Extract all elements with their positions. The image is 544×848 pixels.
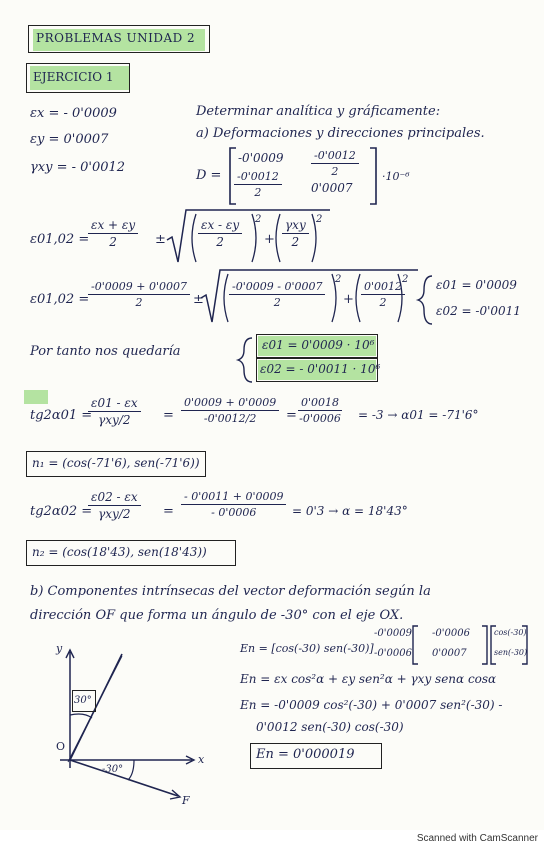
formula-frac2-den: 2 — [216, 235, 224, 249]
diagram-f-label: F — [182, 794, 190, 807]
tg1-frac2-den: -0'0012/2 — [203, 412, 257, 425]
conclusion-e2: ε02 = - 0'0011 · 10⁶ — [260, 362, 381, 376]
subst-frac1-num: -0'0009 + 0'0007 — [88, 280, 190, 295]
tg1-frac1-num: ε01 - εx — [88, 396, 141, 412]
tg1-eq: = — [163, 408, 174, 423]
part-b-line2: dirección OF que forma un ángulo de -30° con el eje OX. — [30, 608, 404, 623]
en2: En = εx cos²α + εy sen²α + γxy senα cosα — [240, 672, 497, 686]
en1-col2: sen(-30) — [494, 648, 528, 657]
formula-sq1: 2 — [255, 214, 262, 225]
tg1-frac3-den: -0'0006 — [299, 412, 341, 425]
en1-m21: -0'0006 — [374, 648, 412, 659]
subst-pm: ± — [193, 292, 204, 307]
tg2-result: = 0'3 → α = 18'43° — [292, 504, 408, 518]
matrix-a12-den: 2 — [331, 165, 339, 178]
tg1-frac3-num: 0'0018 — [298, 396, 342, 411]
of-line — [70, 760, 178, 796]
subst-frac3-den: 2 — [379, 296, 387, 309]
tg2-frac1-den: γxy/2 — [98, 507, 131, 521]
en4: 0'0012 sen(-30) cos(-30) — [256, 720, 404, 734]
en1-prefix: En = [cos(-30) sen(-30)] — [240, 642, 374, 655]
diagram-angle-30: 30° — [74, 695, 92, 706]
en1-m12: -0'0006 — [432, 628, 470, 639]
formula-frac3-num: γxy — [282, 218, 309, 234]
diagram-origin-label: O — [56, 740, 66, 753]
subst-plus: + — [343, 292, 354, 307]
given-ey: εy = 0'0007 — [30, 132, 109, 147]
exercise-title: EJERCICIO 1 — [33, 70, 114, 84]
en1-m22: 0'0007 — [432, 648, 467, 659]
formula-frac3-den: 2 — [291, 235, 300, 249]
formula-frac2-num: εx - εy — [198, 218, 242, 234]
tg2-lhs: tg2α02 = — [30, 504, 93, 519]
matrix-factor: ·10⁻⁶ — [382, 170, 410, 183]
given-gxy: γxy = - 0'0012 — [30, 160, 126, 175]
vector1: n₁ = (cos(-71'6), sen(-71'6)) — [32, 456, 200, 470]
matrix-prefix: D = — [196, 168, 222, 183]
matrix-a21-num: -0'0012 — [234, 170, 282, 185]
scanner-watermark: Scanned with CamScanner — [416, 833, 538, 844]
subst-sq1: 2 — [335, 274, 342, 285]
page-title: PROBLEMAS UNIDAD 2 — [36, 31, 196, 45]
diagram-x-label: x — [198, 753, 205, 766]
diagram-y-label: y — [56, 642, 63, 655]
en1-m11: -0'0009 — [374, 628, 412, 639]
task-a: a) Deformaciones y direcciones principales. — [196, 126, 485, 141]
tg2-eq: = — [163, 504, 174, 519]
tg1-lhs: tg2α01 = — [30, 408, 93, 423]
angle-arc-neg30 — [128, 760, 134, 780]
subst-frac3-num: 0'0012 — [361, 280, 405, 295]
vector2: n₂ = (cos(18'43), sen(18'43)) — [32, 545, 207, 559]
subst-sq2: 2 — [402, 274, 409, 285]
matrix-a21-den: 2 — [254, 186, 262, 199]
subst-frac1-den: 2 — [135, 296, 143, 309]
formula-pm: ± — [155, 232, 166, 247]
tg2-frac1-num: ε02 - εx — [88, 490, 141, 506]
tg1-eq2: = — [286, 408, 297, 423]
part-b-line1: b) Componentes intrínsecas del vector deformación según la — [30, 584, 431, 599]
scanner-footer — [0, 830, 544, 848]
tg1-frac1-den: γxy/2 — [98, 413, 131, 427]
formula-plus: + — [264, 232, 275, 247]
tg2-frac2-num: - 0'0011 + 0'0009 — [181, 490, 286, 505]
subst-frac2-num: -0'0009 - 0'0007 — [229, 280, 325, 295]
subst-frac2-den: 2 — [273, 296, 281, 309]
tg1-frac2-num: 0'0009 + 0'0009 — [181, 396, 279, 411]
matrix-a11: -0'0009 — [238, 151, 284, 165]
conclusion-e1: ε01 = 0'0009 · 10⁶ — [262, 338, 375, 352]
en-result: En = 0'000019 — [256, 747, 355, 762]
diagram-angle-neg30: -30° — [102, 764, 124, 775]
subst-res2: ε02 = -0'0011 — [436, 304, 521, 318]
en3: En = -0'0009 cos²(-30) + 0'0007 sen²(-30) - — [240, 698, 503, 712]
formula-frac1-num: εx + εy — [88, 218, 138, 234]
tg2-frac2-den: - 0'0006 — [211, 506, 257, 519]
matrix-a22: 0'0007 — [311, 181, 353, 195]
given-ex: εx = - 0'0009 — [30, 106, 117, 121]
en1-col1: cos(-30) — [494, 628, 527, 637]
subst-lhs: ε01,02 = — [30, 292, 90, 307]
angle-arc-30 — [70, 714, 92, 718]
formula-lhs: ε01,02 = — [30, 232, 90, 247]
formula-frac1-den: 2 — [109, 235, 117, 249]
task-intro: Determinar analítica y gráficamente: — [196, 104, 441, 119]
matrix-a12-num: -0'0012 — [311, 149, 359, 164]
subst-res1: ε01 = 0'0009 — [436, 278, 517, 292]
formula-sq2: 2 — [316, 214, 323, 225]
conclusion-text: Por tanto nos quedaría — [30, 344, 181, 359]
tg1-result: = -3 → α01 = -71'6° — [358, 408, 479, 422]
